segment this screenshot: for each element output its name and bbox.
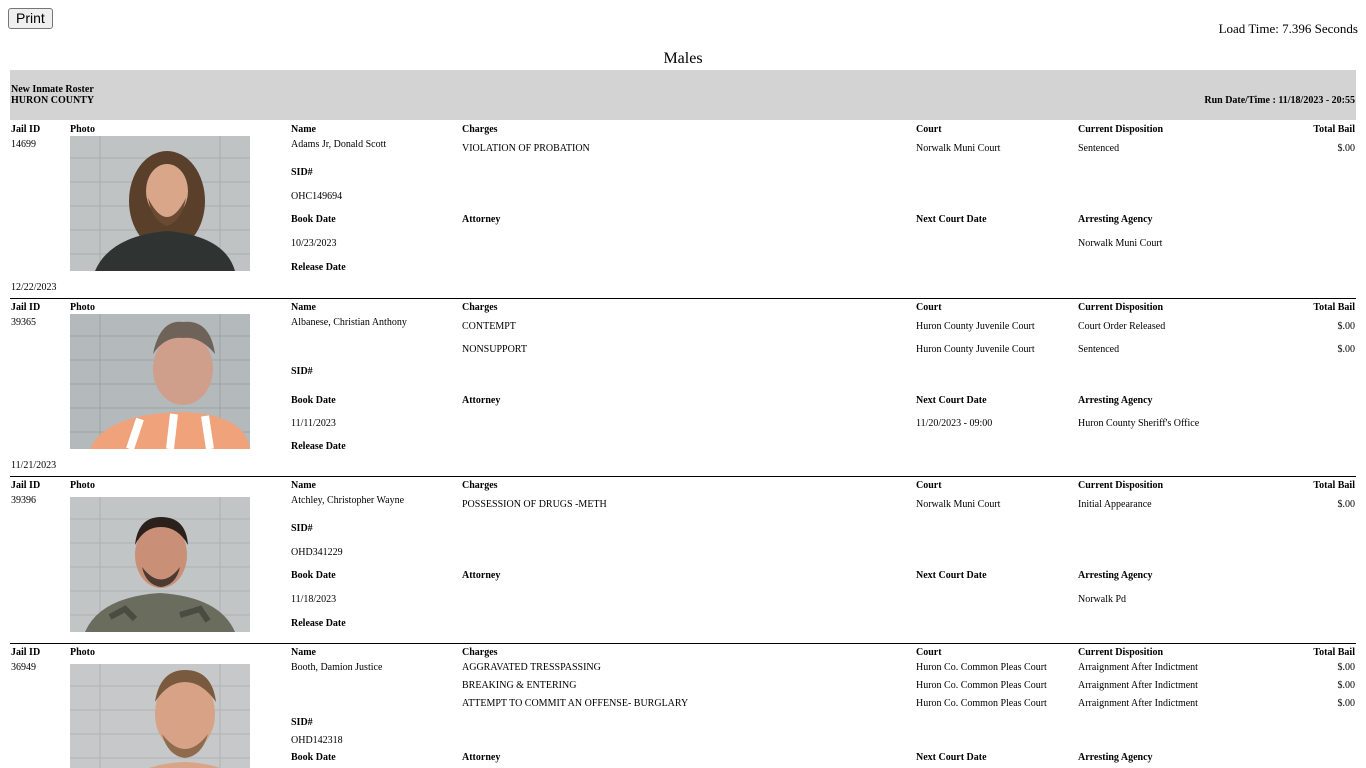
charge: ATTEMPT TO COMMIT AN OFFENSE- BURGLARY xyxy=(462,698,689,709)
sid-value: OHD142318 xyxy=(291,735,343,746)
court-label: Court xyxy=(916,302,942,313)
charge: BREAKING & ENTERING xyxy=(462,680,577,691)
attorney-label: Attorney xyxy=(462,214,501,225)
bail-amount: $.00 xyxy=(1337,680,1355,691)
mugshot-photo xyxy=(70,664,250,768)
inmate-record xyxy=(10,302,1356,476)
book-date: 11/18/2023 xyxy=(291,594,337,605)
disposition-label: Current Disposition xyxy=(1078,124,1164,135)
agency-label: Arresting Agency xyxy=(1078,570,1153,581)
court: Huron Co. Common Pleas Court xyxy=(916,698,1047,709)
attorney-label: Attorney xyxy=(462,752,501,763)
disposition: Initial Appearance xyxy=(1078,499,1152,510)
court-label: Court xyxy=(916,647,942,658)
agency-label: Arresting Agency xyxy=(1078,752,1153,763)
print-button[interactable]: Print xyxy=(8,8,53,29)
disposition: Sentenced xyxy=(1078,143,1120,154)
book-date: 10/23/2023 xyxy=(291,238,337,249)
court: Huron County Juvenile Court xyxy=(916,321,1035,332)
charges-label: Charges xyxy=(462,124,498,135)
jail-id-label: Jail ID xyxy=(11,302,41,313)
photo-label: Photo xyxy=(70,480,95,491)
sid-label: SID# xyxy=(291,366,313,377)
jail-id-label: Jail ID xyxy=(11,647,41,658)
court: Norwalk Muni Court xyxy=(916,143,1001,154)
jail-id-label: Jail ID xyxy=(11,480,41,491)
roster-banner xyxy=(10,70,1356,120)
bail-amount: $.00 xyxy=(1337,344,1355,355)
jail-id: 14699 xyxy=(11,139,36,150)
sid-label: SID# xyxy=(291,523,313,534)
court: Norwalk Muni Court xyxy=(916,499,1001,510)
attorney-label: Attorney xyxy=(462,395,501,406)
book-date-label: Book Date xyxy=(291,395,336,406)
book-date-label: Book Date xyxy=(291,752,336,763)
next-court-label: Next Court Date xyxy=(916,570,987,581)
bail-amount: $.00 xyxy=(1337,143,1355,154)
name-label: Name xyxy=(291,302,316,313)
sid-value: OHC149694 xyxy=(291,191,343,202)
book-date-label: Book Date xyxy=(291,570,336,581)
charges-label: Charges xyxy=(462,302,498,313)
photo-label: Photo xyxy=(70,302,95,313)
inmate-name: Adams Jr, Donald Scott xyxy=(291,139,387,150)
bail-label: Total Bail xyxy=(1313,302,1355,313)
photo-label: Photo xyxy=(70,647,95,658)
release-date: 11/21/2023 xyxy=(11,460,57,471)
next-court-label: Next Court Date xyxy=(916,395,987,406)
inmate-name: Albanese, Christian Anthony xyxy=(291,317,407,328)
name-label: Name xyxy=(291,647,316,658)
load-time: Load Time: 7.396 Seconds xyxy=(1218,21,1358,36)
sid-label: SID# xyxy=(291,717,313,728)
section-title: Males xyxy=(663,50,703,67)
disposition: Arraignment After Indictment xyxy=(1078,680,1198,691)
bail-amount: $.00 xyxy=(1337,662,1355,673)
bail-amount: $.00 xyxy=(1337,499,1355,510)
name-label: Name xyxy=(291,480,316,491)
court: Huron Co. Common Pleas Court xyxy=(916,662,1047,673)
inmate-name: Booth, Damion Justice xyxy=(291,662,383,673)
disposition: Arraignment After Indictment xyxy=(1078,662,1198,673)
county-name: HURON COUNTY xyxy=(11,95,95,106)
agency-label: Arresting Agency xyxy=(1078,214,1153,225)
bail-amount: $.00 xyxy=(1337,321,1355,332)
bail-label: Total Bail xyxy=(1313,480,1355,491)
record-divider xyxy=(10,643,1356,644)
jail-id: 39365 xyxy=(11,317,36,328)
disposition-label: Current Disposition xyxy=(1078,480,1164,491)
release-date-label: Release Date xyxy=(291,618,346,629)
release-date-label: Release Date xyxy=(291,441,346,452)
book-date: 11/11/2023 xyxy=(291,418,336,429)
mugshot-photo xyxy=(70,497,250,632)
disposition-label: Current Disposition xyxy=(1078,302,1164,313)
sid-value: OHD341229 xyxy=(291,547,343,558)
inmate-record xyxy=(10,480,1356,643)
mugshot-photo xyxy=(70,314,250,449)
next-court-label: Next Court Date xyxy=(916,214,987,225)
jail-id: 36949 xyxy=(11,662,36,673)
charge: VIOLATION OF PROBATION xyxy=(462,143,590,154)
court-label: Court xyxy=(916,480,942,491)
jail-id: 39396 xyxy=(11,495,36,506)
record-divider xyxy=(10,476,1356,477)
run-date: Run Date/Time : 11/18/2023 - 20:55 xyxy=(1204,95,1355,106)
charge: NONSUPPORT xyxy=(462,344,527,355)
name-label: Name xyxy=(291,124,316,135)
bail-label: Total Bail xyxy=(1313,647,1355,658)
charges-label: Charges xyxy=(462,480,498,491)
charge: AGGRAVATED TRESSPASSING xyxy=(462,662,601,673)
bail-amount: $.00 xyxy=(1337,698,1355,709)
arresting-agency: Huron County Sheriff's Office xyxy=(1078,418,1200,429)
arresting-agency: Norwalk Muni Court xyxy=(1078,238,1163,249)
photo-label: Photo xyxy=(70,124,95,135)
inmate-name: Atchley, Christopher Wayne xyxy=(291,495,405,506)
disposition-label: Current Disposition xyxy=(1078,647,1164,658)
next-court-label: Next Court Date xyxy=(916,752,987,763)
book-date-label: Book Date xyxy=(291,214,336,225)
release-date: 12/22/2023 xyxy=(11,282,57,293)
roster-title: New Inmate Roster xyxy=(11,84,94,95)
inmate-record xyxy=(10,647,1356,768)
attorney-label: Attorney xyxy=(462,570,501,581)
disposition: Arraignment After Indictment xyxy=(1078,698,1198,709)
agency-label: Arresting Agency xyxy=(1078,395,1153,406)
next-court-date: 11/20/2023 - 09:00 xyxy=(916,418,993,429)
mugshot-photo xyxy=(70,136,250,271)
disposition: Court Order Released xyxy=(1078,321,1166,332)
jail-id-label: Jail ID xyxy=(11,124,41,135)
sid-label: SID# xyxy=(291,167,313,178)
court: Huron Co. Common Pleas Court xyxy=(916,680,1047,691)
charge: POSSESSION OF DRUGS -METH xyxy=(462,499,607,510)
release-date-label: Release Date xyxy=(291,262,346,273)
inmate-record xyxy=(10,124,1356,298)
disposition: Sentenced xyxy=(1078,344,1120,355)
charge: CONTEMPT xyxy=(462,321,516,332)
bail-label: Total Bail xyxy=(1313,124,1355,135)
charges-label: Charges xyxy=(462,647,498,658)
record-divider xyxy=(10,298,1356,299)
court: Huron County Juvenile Court xyxy=(916,344,1035,355)
court-label: Court xyxy=(916,124,942,135)
arresting-agency: Norwalk Pd xyxy=(1078,594,1127,605)
